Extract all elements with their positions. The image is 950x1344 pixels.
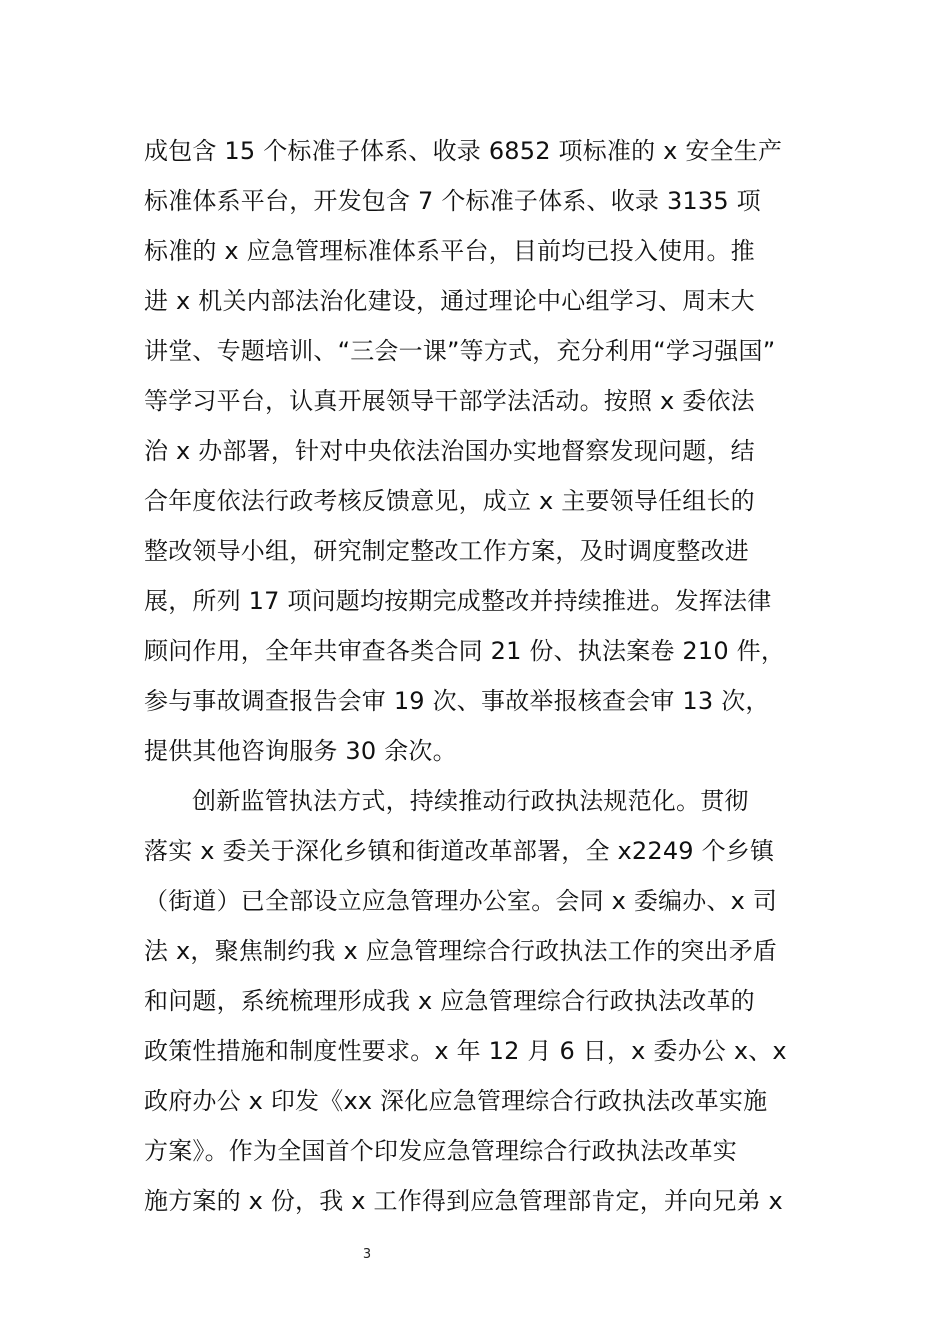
text-line: 整改领导小组，研究制定整改工作方案，及时调度整改进 <box>144 537 749 565</box>
text-line: 提供其他咨询服务 30 余次。 <box>144 737 457 765</box>
text-line: 政府办公 x 印发《xx 深化应急管理综合行政执法改革实施 <box>144 1087 768 1115</box>
text-line: 落实 x 委关于深化乡镇和街道改革部署，全 x2249 个乡镇 <box>144 837 775 865</box>
body-text <box>144 126 844 1226</box>
page-number: 3 <box>362 1247 372 1262</box>
text-line: 合年度依法行政考核反馈意见，成立 x 主要领导任组长的 <box>144 487 755 515</box>
text-line: 施方案的 x 份，我 x 工作得到应急管理部肯定，并向兄弟 x <box>144 1187 783 1215</box>
text-line: 等学习平台，认真开展领导干部学法活动。按照 x 委依法 <box>144 387 755 415</box>
text-line: 法 x，聚焦制约我 x 应急管理综合行政执法工作的突出矛盾 <box>144 937 778 965</box>
text-line: 顾问作用，全年共审查各类合同 21 份、执法案卷 210 件， <box>144 637 786 665</box>
text-line: 政策性措施和制度性要求。x 年 12 月 6 日，x 委办公 x、x <box>144 1037 787 1065</box>
text-line: 展，所列 17 项问题均按期完成整改并持续推进。发挥法律 <box>144 587 772 615</box>
text-line: 讲堂、专题培训、“三会一课”等方式，充分利用“学习强国” <box>144 337 776 365</box>
text-line: 方案》。作为全国首个印发应急管理综合行政执法改革实 <box>144 1137 737 1165</box>
paragraph-first-line: 创新监管执法方式，持续推动行政执法规范化。贯彻 <box>192 787 749 815</box>
text-line: （街道）已全部设立应急管理办公室。会同 x 委编办、x 司 <box>144 887 778 915</box>
text-line: 标准的 x 应急管理标准体系平台，目前均已投入使用。推 <box>144 237 755 265</box>
text-line: 治 x 办部署，针对中央依法治国办实地督察发现问题，结 <box>144 437 755 465</box>
text-line: 进 x 机关内部法治化建设，通过理论中心组学习、周末大 <box>144 287 755 315</box>
text-line: 和问题，系统梳理形成我 x 应急管理综合行政执法改革的 <box>144 987 755 1015</box>
text-line: 标准体系平台，开发包含 7 个标准子体系、收录 3135 项 <box>144 187 761 215</box>
text-line: 成包含 15 个标准子体系、收录 6852 项标准的 x 安全生产 <box>144 137 783 165</box>
text-line: 参与事故调查报告会审 19 次、事故举报核查会审 13 次， <box>144 687 770 715</box>
